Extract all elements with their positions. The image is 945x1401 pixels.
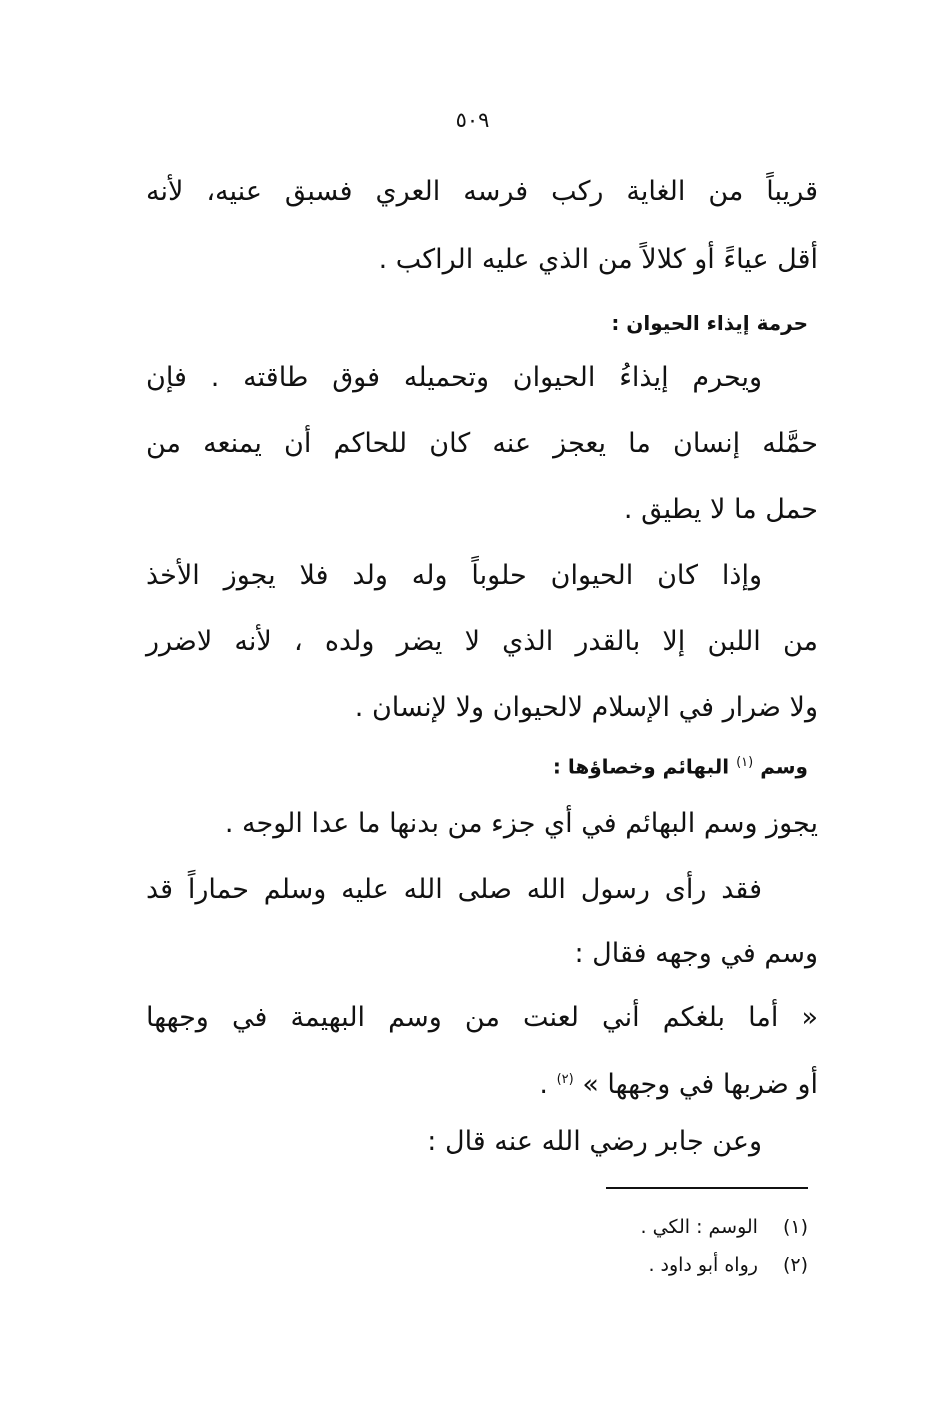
section-heading: حرمة إيذاء الحيوان : (611, 311, 808, 335)
text-line: من اللبن إلا بالقدر الذي لا يضر ولده ، لأنه لاضرر (146, 626, 818, 657)
page-number: ٥٠٩ (455, 108, 490, 132)
text-line: وعن جابر رضي الله عنه قال : (427, 1126, 762, 1157)
quote-text: أو ضربها في وجهها » (582, 1069, 818, 1100)
text-line: وإذا كان الحيوان حلوباً وله ولد فلا يجوز الأخذ (146, 560, 762, 591)
footnote-text: الوسم : الكي . (640, 1216, 758, 1238)
text-line: حمَّله إنسان ما يعجز عنه كان للحاكم أن يمنعه من (146, 428, 818, 459)
quote-end: . (539, 1069, 548, 1100)
text-line: فقد رأى رسول الله صلى الله عليه وسلم حماراً قد (146, 874, 762, 905)
footnote-text: رواه أبو داود . (648, 1254, 758, 1276)
text-line: أقل عياءً أو كلالاً من الذي عليه الراكب . (378, 244, 818, 275)
text-line: حمل ما لا يطيق . (623, 494, 818, 525)
text-line: وسم في وجهه فقال : (574, 938, 818, 969)
text-line: ولا ضرار في الإسلام لالحيوان ولا لإنسان . (354, 692, 818, 723)
quote-line (539, 1060, 818, 1100)
text-line: قريباً من الغاية ركب فرسه العري فسبق عنيه، لأنه (146, 176, 818, 207)
footnote (648, 1251, 808, 1279)
footnote-divider (606, 1187, 808, 1189)
text-line: ويحرم إيذاءُ الحيوان وتحميله فوق طاقته . فإن (146, 362, 762, 393)
section-heading (553, 748, 808, 782)
heading-text: وسم (760, 754, 808, 779)
quote-line: « أما بلغكم أني لعنت من وسم البهيمة في وجهها (146, 1002, 818, 1033)
footnote-number: (١) (782, 1216, 808, 1238)
footnote-number: (٢) (782, 1254, 808, 1276)
footnote-ref: (٢) (556, 1072, 574, 1087)
footnote-ref: (١) (736, 755, 754, 770)
heading-text: البهائم وخصاؤها : (552, 754, 730, 779)
text-line: يجوز وسم البهائم في أي جزء من بدنها ما عدا الوجه . (224, 808, 818, 839)
footnote (641, 1213, 808, 1241)
